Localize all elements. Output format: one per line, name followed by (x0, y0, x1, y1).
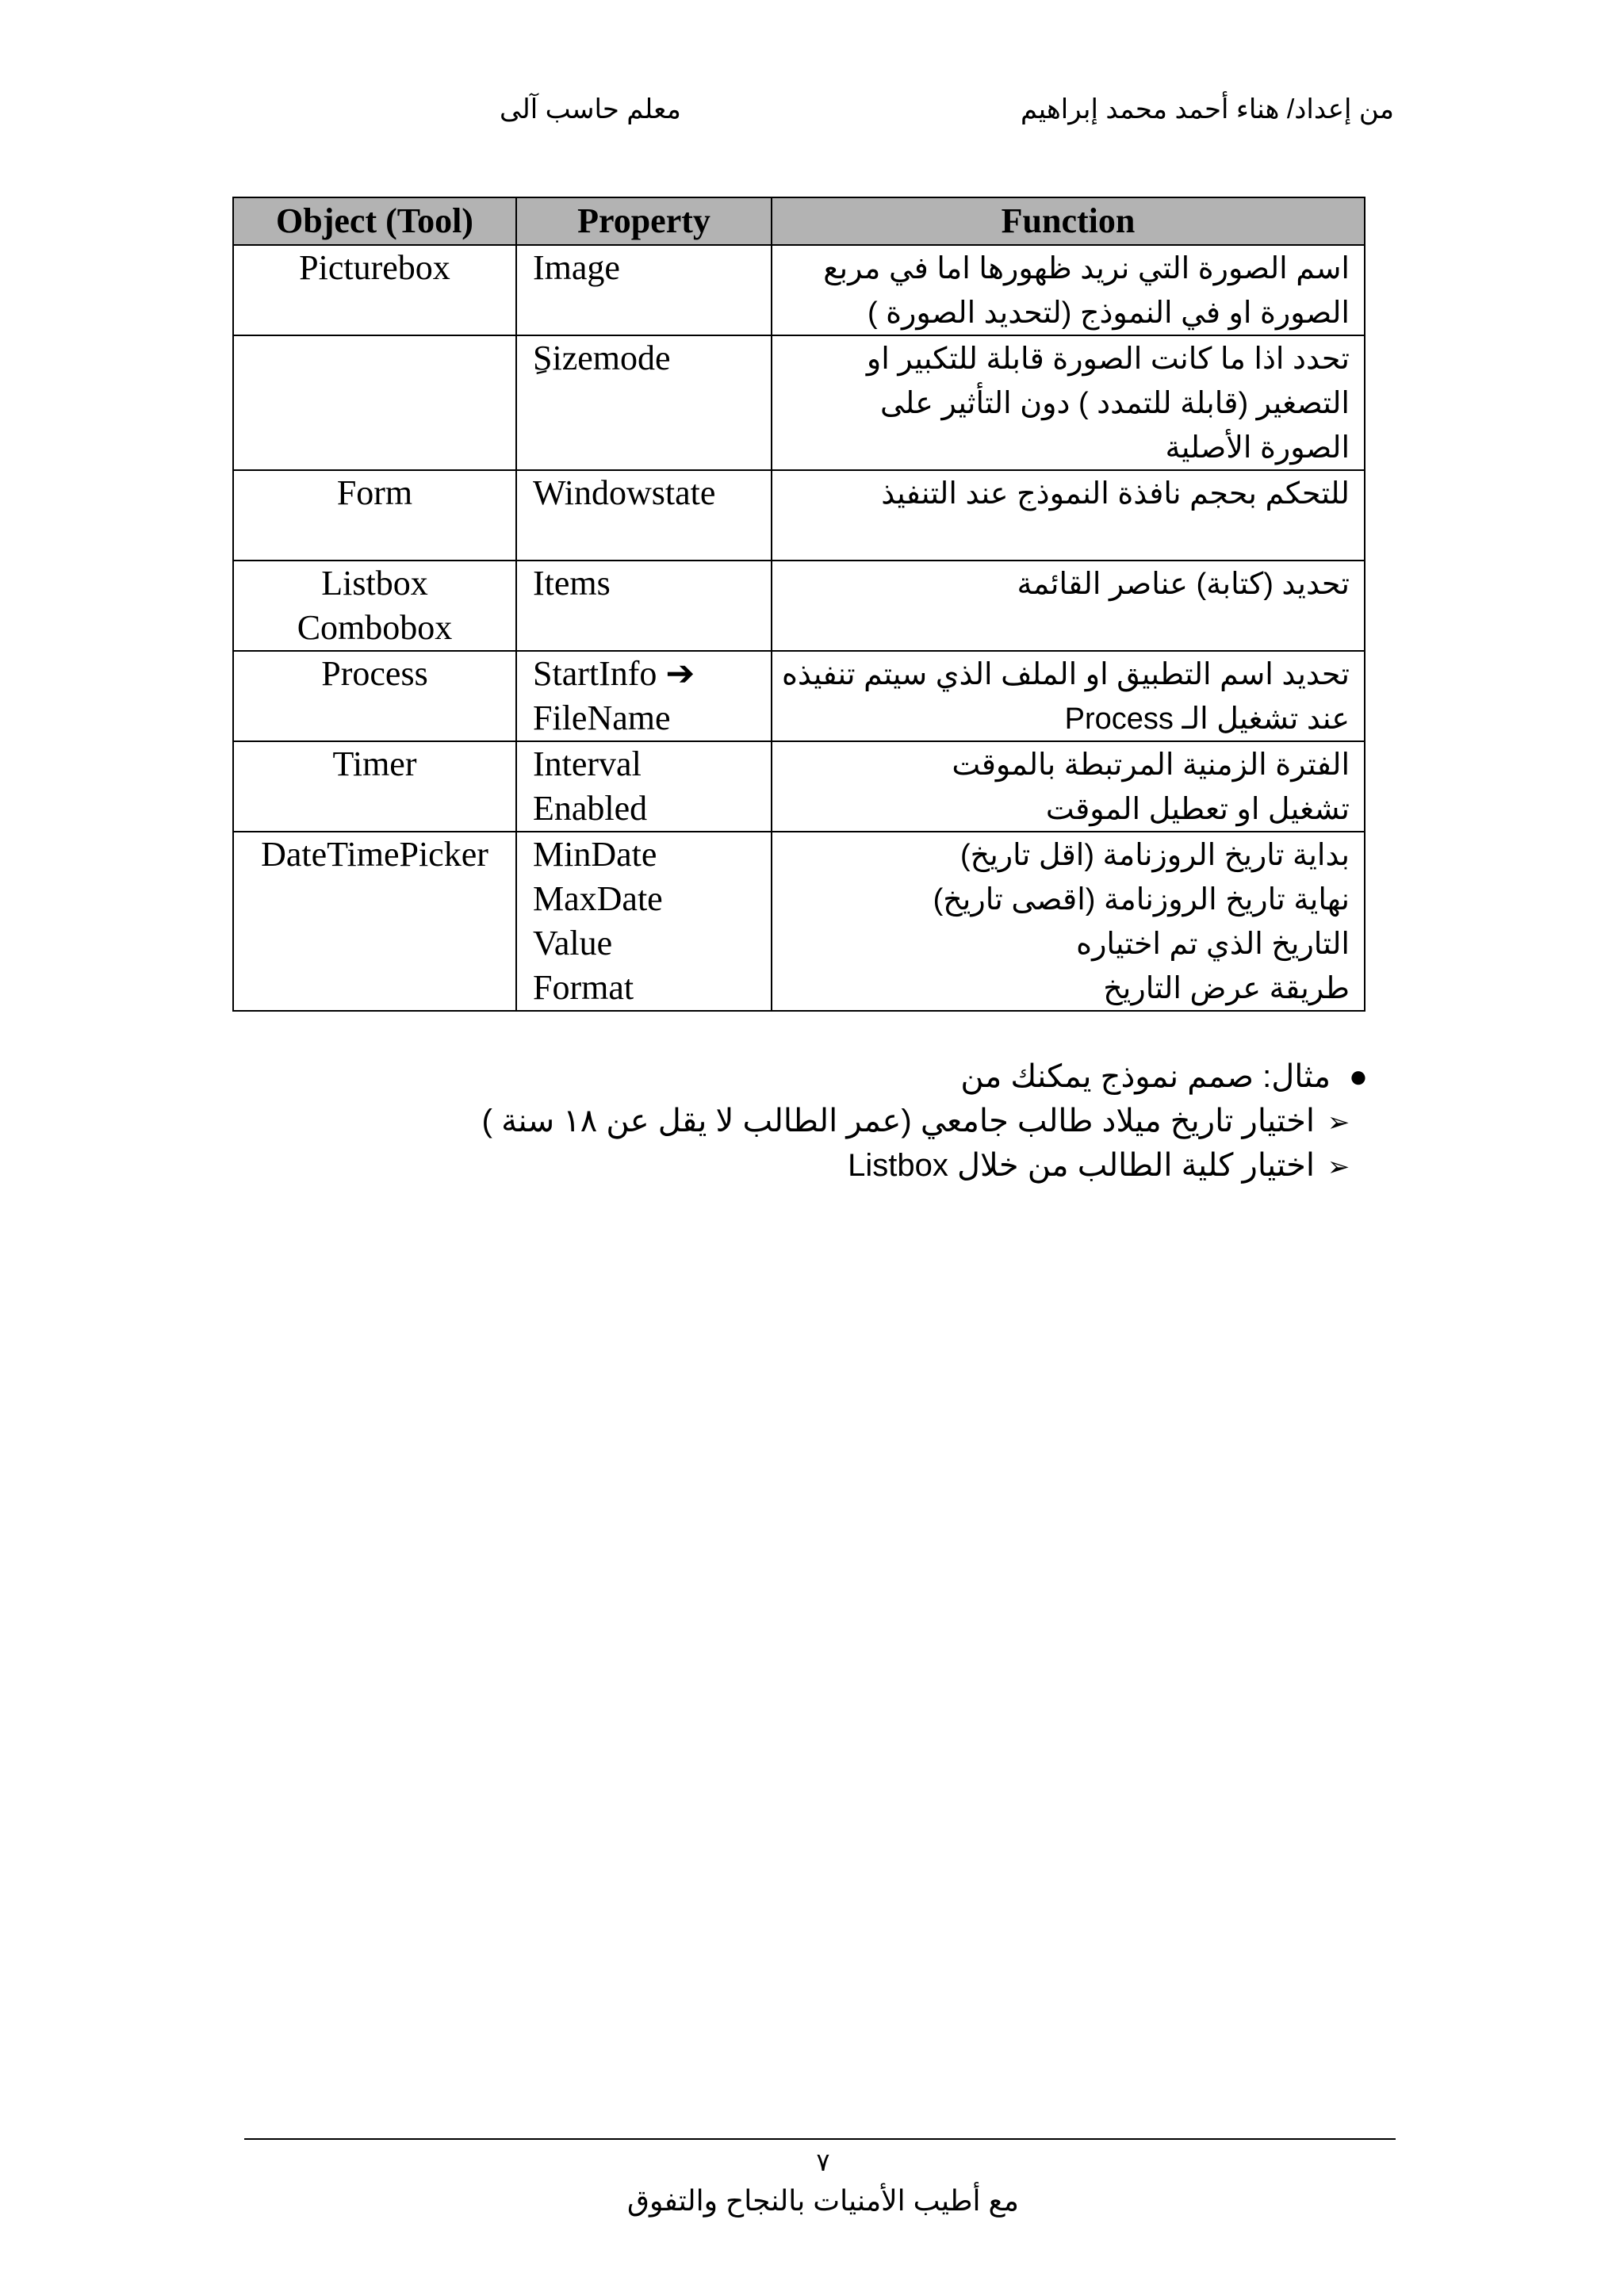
arrow-bullet-icon: ➢ (1327, 1108, 1350, 1138)
function-cell-line (772, 515, 1350, 560)
example-title-row (276, 1054, 1386, 1099)
function-cell-line: للتحكم بحجم نافذة النموذج عند التنفيذ (881, 477, 1350, 511)
function-cell-line: التاريخ الذي تم اختياره (1076, 928, 1350, 961)
object-cell-line (234, 966, 515, 1010)
property-cell-line (533, 425, 771, 469)
object-cell-line: Process (321, 654, 428, 693)
table-row (233, 651, 1365, 741)
object-cell-line (234, 515, 515, 560)
object-cell-line (234, 336, 515, 381)
function-cell-line: التصغير (قابلة للتمدد ) دون التأثير على (879, 387, 1350, 420)
property-cell-line: Image (533, 248, 620, 287)
function-cell-line: تحديد اسم التطبيق او الملف الذي سيتم تنفيذه (782, 658, 1350, 691)
function-cell (772, 651, 1365, 741)
object-cell-line: Combobox (297, 608, 453, 647)
table-row (233, 245, 1365, 335)
property-cell-line (533, 606, 771, 650)
page-header (230, 94, 1394, 133)
object-cell-line: Timer (332, 744, 417, 783)
property-cell-line: Interval (533, 744, 642, 783)
example-section (276, 1054, 1386, 1188)
table-body (233, 245, 1365, 1011)
function-cell-line: تحديد (كتابة) عناصر القائمة (1017, 568, 1350, 601)
property-cell (516, 741, 772, 832)
function-cell-line: تحدد اذا ما كانت الصورة قابلة للتكبير او (866, 342, 1350, 376)
object-cell-line: Listbox (321, 564, 428, 603)
footer-text: مع أطيب الأمنيات بالنجاح والتفوق (627, 2184, 1019, 2217)
object-cell (233, 832, 516, 1011)
function-cell (772, 245, 1365, 335)
function-cell-line: الصورة او في النموذج (لتحديد الصورة ) (867, 297, 1350, 330)
object-cell-line (234, 696, 515, 740)
example-title: مثال: صمم نموذج يمكنك من (960, 1059, 1331, 1094)
function-cell (772, 335, 1365, 470)
properties-table (232, 197, 1365, 1012)
property-cell-line (533, 515, 771, 560)
property-cell (516, 651, 772, 741)
object-cell (233, 561, 516, 651)
table-row (233, 832, 1365, 1011)
property-cell-line: Items (533, 564, 611, 603)
property-cell-line (533, 381, 771, 425)
function-cell-line: الصورة الأصلية (1165, 431, 1350, 465)
header-object: Object (Tool) (233, 197, 516, 245)
function-cell-line (772, 606, 1350, 650)
function-cell-line: الفترة الزمنية المرتبطة بالموقت (952, 748, 1350, 782)
object-cell-line (234, 290, 515, 335)
header-property: Property (516, 197, 772, 245)
object-cell-line (234, 786, 515, 831)
function-cell-line: طريقة عرض التاريخ (1103, 972, 1350, 1005)
footer-divider (244, 2138, 1396, 2140)
property-cell-line: FileName (533, 698, 671, 737)
property-cell-line: Windowstate (533, 473, 716, 512)
example-item-text: اختيار كلية الطالب من خلال Listbox (848, 1148, 1315, 1183)
table-row (233, 561, 1365, 651)
function-cell (772, 832, 1365, 1011)
function-cell (772, 561, 1365, 651)
arrow-bullet-icon: ➢ (1327, 1152, 1350, 1182)
property-cell (516, 470, 772, 561)
property-cell (516, 561, 772, 651)
object-cell-line (234, 877, 515, 921)
example-item (276, 1143, 1386, 1188)
table-header-row (233, 197, 1365, 245)
function-cell-line: نهاية تاريخ الروزنامة (اقصى تاريخ) (933, 883, 1350, 916)
property-cell-line: Format (533, 968, 634, 1007)
object-cell (233, 335, 516, 470)
property-cell (516, 335, 772, 470)
table-row (233, 335, 1365, 470)
function-cell-line: بداية تاريخ الروزنامة (اقل تاريخ) (960, 839, 1350, 872)
property-cell (516, 245, 772, 335)
example-item-text: اختيار تاريخ ميلاد طالب جامعي (عمر الطالب لا يقل عن ١٨ سنة ) (481, 1104, 1315, 1138)
object-cell-line: DateTimePicker (261, 835, 488, 874)
header-role: معلم حاسب آلى (500, 94, 681, 124)
object-cell-line (234, 425, 515, 469)
table-row (233, 470, 1365, 561)
example-item (276, 1099, 1386, 1143)
bullet-dot-icon: ● (1348, 1059, 1369, 1094)
function-cell-line: عند تشغيل الـ Process (1064, 702, 1350, 736)
function-cell-line: تشغيل او تعطيل الموقت (1045, 793, 1350, 826)
object-cell (233, 245, 516, 335)
object-cell (233, 470, 516, 561)
table-row (233, 741, 1365, 832)
object-cell-line: Picturebox (299, 248, 450, 287)
header-author: من إعداد/ هناء أحمد محمد إبراهيم (1020, 94, 1394, 124)
function-cell (772, 470, 1365, 561)
property-cell (516, 832, 772, 1011)
property-cell-line: Value (533, 924, 613, 962)
object-cell-line (234, 921, 515, 966)
function-cell (772, 741, 1365, 832)
page-number: ٧ (816, 2148, 830, 2176)
property-cell-line: MinDate (533, 835, 657, 874)
object-cell-line (234, 381, 515, 425)
object-cell (233, 651, 516, 741)
property-cell-line (533, 290, 771, 335)
property-cell-line: ِSizemode (533, 339, 671, 377)
function-cell-line: اسم الصورة التي نريد ظهورها اما في مربع (823, 252, 1350, 285)
object-cell (233, 741, 516, 832)
object-cell-line: Form (336, 473, 413, 512)
property-cell-line: MaxDate (533, 879, 663, 918)
property-cell-line: Enabled (533, 789, 648, 828)
property-cell-line: StartInfo ➔ (533, 654, 695, 693)
header-function: Function (772, 197, 1365, 245)
